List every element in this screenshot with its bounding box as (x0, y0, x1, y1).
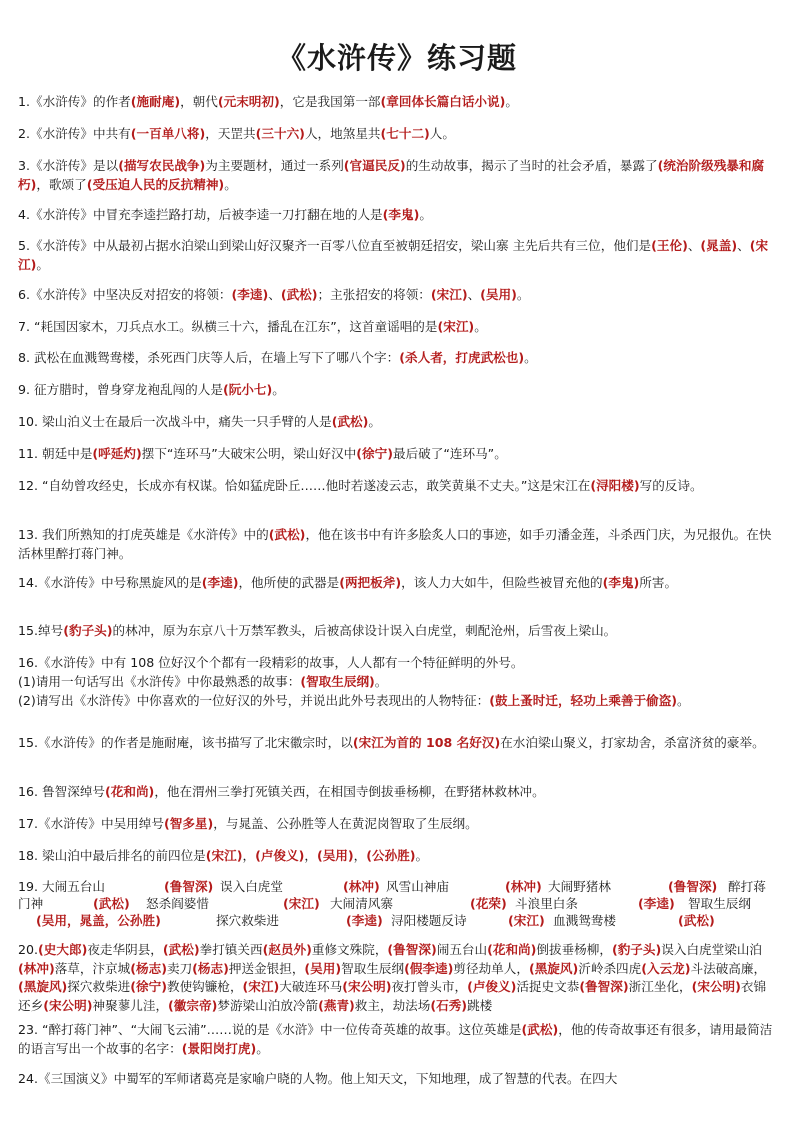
answer-text: (李鬼) (382, 207, 420, 222)
question-19-row-1 (18, 878, 778, 895)
answer-text: (宋公明) (691, 979, 741, 994)
question-text: 剪径劫单人， (453, 960, 529, 976)
question-text: 教使钩镰枪， (166, 979, 243, 994)
question-text: 20. (18, 942, 39, 957)
answer-text: (入云龙) (641, 960, 691, 976)
answer-text: (晁盖) (700, 238, 738, 253)
q19-cell: (鲁智深) (164, 879, 214, 894)
answer-text: (统治阶级残暴和腐朽) (18, 158, 765, 192)
answer-text: (受压迫人民的反抗精神) (86, 177, 225, 192)
q19-cell: (武松) (678, 913, 715, 928)
answer-text: (官逼民反) (343, 158, 406, 173)
answer-text: (吴用) (480, 287, 517, 302)
question-text: ，他的传奇故事还有很多，请用最简洁的语言写出一个故事的名字： (18, 1022, 773, 1056)
answer-text: (两把板斧) (339, 575, 402, 590)
answer-text: (史大郎) (38, 942, 88, 957)
q19-cell: 大闹清风寨 (330, 896, 393, 911)
answer-text: (宋江为首的 108 名好汉) (352, 735, 501, 750)
question-text: 。 (677, 693, 690, 708)
question-text: (2)请写出《水浒传》中你喜欢的一位好汉的外号，并说出此外号表现出的人物特征： (18, 693, 490, 708)
question-text: 救主，劫法场 (354, 997, 431, 1013)
question-text: 。 (36, 257, 49, 272)
question-text: 、 (467, 287, 481, 302)
question-text: 的生动故事，揭示了当时的社会矛盾，暴露了 (405, 158, 658, 173)
question-text: 。 (374, 674, 388, 689)
answer-text: (呼延灼) (92, 446, 142, 461)
question-text: 10. 梁山泊义士在最后一次战斗中，痛失一只手臂的人是 (18, 414, 332, 429)
q19-cell: 误入白虎堂 (220, 879, 283, 894)
question-text: 。 (505, 94, 518, 109)
question-text: 23. “醉打蒋门神”、“大闹飞云浦”……说的是《水浒》中一位传奇英雄的故事。这位英雄是 (18, 1022, 522, 1037)
q19-cell: (林冲) (343, 879, 380, 894)
answer-text: (景阳岗打虎) (181, 1041, 257, 1056)
answer-text: (三十六) (255, 126, 305, 141)
question-text: 。 (256, 1041, 269, 1056)
question-text: 倒拔垂杨柳， (536, 942, 612, 957)
q19-cell: (宋江) (283, 896, 320, 911)
question-16b (18, 782, 778, 801)
question-text: 3.《水浒传》是以 (18, 158, 119, 173)
question-text: 为主要题材，通过一系列 (205, 158, 344, 173)
answer-text: (豹子头) (611, 942, 662, 957)
answer-text: (徽宗帝) (168, 997, 218, 1013)
question-text: 7. “耗国因家木，刀兵点水工。纵横三十六，播乱在江东”，这首童谣唱的是 (18, 319, 438, 334)
answer-text: (一百单八将) (130, 126, 206, 141)
question-text: 。 (474, 319, 487, 334)
q19-cell: 大闹野猪林 (548, 879, 611, 894)
question-text: 1.《水浒传》的作者 (18, 94, 131, 109)
q19-cell: 智取生辰纲 (688, 896, 751, 911)
answer-text: (宋江) (430, 287, 468, 302)
question-2 (18, 124, 778, 143)
question-17 (18, 814, 778, 833)
question-text: ，它是我国第一部 (279, 94, 381, 109)
question-4 (18, 205, 778, 224)
question-1 (18, 92, 778, 111)
answer-text: (宋公明) (342, 979, 392, 994)
q19-cell: 浔阳楼题反诗 (391, 913, 467, 928)
q19-cell: (宋江) (508, 913, 545, 928)
question-19-row-3 (18, 912, 778, 929)
answer-text: (智多星) (163, 816, 214, 831)
answer-text: (花和尚) (487, 942, 537, 957)
answer-text: (宋江) (18, 238, 769, 272)
question-text: 人。 (429, 126, 455, 141)
question-text: 18. 梁山泊中最后排名的前四位是 (18, 848, 206, 863)
answer-text: (李鬼) (602, 575, 640, 590)
question-15 (18, 621, 778, 640)
question-text: ，该人力大如牛，但险些被冒充他的 (401, 575, 603, 590)
question-text: 摆下“连环马”大破宋公明，梁山好汉中 (141, 446, 357, 461)
answer-text: (宋江) (242, 979, 280, 994)
question-text: 闹五台山 (436, 942, 488, 957)
question-14 (18, 573, 778, 592)
q19-cell: (吴用，晁盖，公孙胜) (36, 913, 161, 928)
question-11 (18, 444, 778, 463)
question-text: 所害。 (639, 575, 678, 590)
question-text: 在水泊梁山聚义，打家劫舍，杀富济贫的豪举。 (500, 735, 765, 750)
answer-text: (章回体长篇白话小说) (380, 94, 506, 109)
question-text: ，天罡共 (205, 126, 256, 141)
q19-cell: 醉打蒋 (728, 879, 766, 894)
question-6 (18, 285, 778, 304)
question-text: 6.《水浒传》中坚决反对招安的将领： (18, 287, 232, 302)
answer-text: (武松) (521, 1022, 559, 1037)
question-8 (18, 348, 778, 367)
question-3 (18, 156, 778, 194)
question-text: ，他在该书中有许多脍炙人口的事迹，如手刃潘金莲，斗杀西门庆，为兄报仇。在快活林里醉打蒋门神。 (18, 527, 772, 561)
question-18 (18, 846, 778, 865)
question-text: ，朝代 (180, 94, 218, 109)
question-text: 4.《水浒传》中冒充李逵拦路打劫，后被李逵一刀打翻在地的人是 (18, 207, 383, 222)
question-text: 押送金银担， (228, 960, 305, 976)
answer-text: (林冲) (18, 960, 55, 976)
question-text: 13. 我们所熟知的打虎英雄是《水浒传》中的 (18, 527, 269, 542)
question-text: ，他在渭州三拳打死镇关西，在相国寺倒拔垂杨柳，在野猪林救林冲。 (154, 784, 545, 799)
question-text: 。 (524, 350, 537, 365)
q19-cell: 门神 (18, 896, 44, 911)
question-text: 15.《水浒传》的作者是施耐庵，该书描写了北宋徽宗时，以 (18, 735, 353, 750)
question-19-row-2 (18, 895, 778, 912)
question-text: 24.《三国演义》中蜀军的军师诸葛亮是家喻户晓的人物。他上知天文，下知地理，成了智慧的代表。在四大 (18, 1071, 618, 1086)
question-text: 浙江坐化， (628, 979, 692, 994)
answer-text: (武松) (162, 942, 200, 957)
q19-cell: (李逵) (638, 896, 675, 911)
question-text: 卖刀 (166, 960, 193, 976)
answer-text: (豹子头) (63, 623, 113, 638)
question-text: 拳打镇关西 (199, 942, 263, 957)
question-text: 夜走华阴县， (87, 942, 163, 957)
question-text: 。 (516, 287, 530, 302)
question-text: ，歌颂了 (36, 177, 87, 192)
question-text: ， (242, 848, 256, 863)
question-text: 12. “自幼曾攻经史，长成亦有权谋。恰如猛虎卧丘……他时若遂凌云志，敢笑黄巢不丈夫。”这是宋江在 (18, 478, 591, 493)
answer-text: (鲁智深) (387, 942, 437, 957)
question-24 (18, 1069, 778, 1088)
question-text: ， (353, 848, 367, 863)
answer-text: (徐宁) (356, 446, 393, 461)
question-text: ，与晁盖、公孙胜等人在黄泥岗智取了生辰纲。 (213, 816, 478, 831)
answer-text: (花和尚) (105, 784, 155, 799)
question-text: 跳楼 (467, 997, 493, 1013)
question-text: 。 (272, 382, 285, 397)
question-text: 斗法破高廉， (690, 960, 767, 976)
question-text: 夜打曾头市， (391, 979, 468, 994)
question-9 (18, 380, 778, 399)
answer-text: (鲁智深) (579, 979, 629, 994)
question-text: 16.《水浒传》中有 108 位好汉个个都有一段精彩的故事，人人都有一个特征鲜明的外号。 (18, 655, 524, 670)
answer-text: (宋江) (437, 319, 475, 334)
q19-cell: (花荣) (470, 896, 507, 911)
q19-cell: (林冲) (505, 879, 542, 894)
question-text: ，他所使的武器是 (238, 575, 340, 590)
answer-text: (黑旋风) (528, 960, 579, 976)
question-text: ；主张招安的将领： (317, 287, 431, 302)
question-text: 梦游梁山泊放冷箭 (217, 997, 319, 1013)
question-text: 写的反诗。 (639, 478, 703, 493)
question-text: 落草，汴京城 (54, 960, 131, 976)
question-13 (18, 525, 778, 563)
question-text: 5.《水浒传》中从最初占据水泊梁山到梁山好汉聚齐一百零八位直至被朝廷招安，梁山寨 主先后共有三位，他们是 (18, 238, 652, 253)
question-23 (18, 1020, 778, 1058)
answer-text: (公孙胜) (366, 848, 416, 863)
question-text: 探穴救柴进 (67, 979, 131, 994)
question-text: 。 (224, 177, 237, 192)
question-text: 14.《水浒传》中号称黑旋风的是 (18, 575, 202, 590)
q19-cell: (武松) (93, 896, 130, 911)
answer-text: (徐宁) (130, 979, 167, 994)
answer-text: (假李逵) (404, 960, 454, 976)
question-text: 、 (737, 238, 750, 253)
question-text: 衣锦还乡 (18, 979, 767, 1013)
answer-text: (吴用) (316, 848, 354, 863)
question-text: 大破连环马 (279, 979, 343, 994)
question-text: 神聚蓼儿洼， (92, 997, 169, 1013)
question-text: 、 (687, 238, 701, 253)
question-5 (18, 236, 778, 274)
q19-cell: 探穴救柴进 (216, 913, 279, 928)
question-text: ， (304, 848, 317, 863)
answer-text: (杨志) (192, 960, 229, 976)
question-text: 11. 朝廷中是 (18, 446, 93, 461)
answer-text: (元末明初) (217, 94, 280, 109)
question-15b (18, 733, 778, 752)
question-text: 。 (415, 848, 429, 863)
question-text: 17.《水浒传》中吴用绰号 (18, 816, 164, 831)
answer-text: (杀人者，打虎武松也) (399, 350, 525, 365)
question-text: 9. 征方腊时，曾身穿龙袍乱闯的人是 (18, 382, 223, 397)
answer-text: (施耐庵) (130, 94, 181, 109)
answer-text: (石秀) (430, 997, 468, 1013)
answer-text: (王伦) (651, 238, 688, 253)
question-text: 智取生辰纲 (341, 960, 405, 976)
q19-cell: 19. 大闹五台山 (18, 879, 106, 894)
answer-text: (浔阳楼) (590, 478, 640, 493)
answer-text: (卢俊义) (467, 979, 517, 994)
question-text: 。 (419, 207, 432, 222)
question-20 (18, 941, 778, 1015)
page-title: 《水浒传》练习题 (276, 41, 517, 75)
answer-text: (燕青) (318, 997, 355, 1013)
answer-text: (七十二) (380, 126, 430, 141)
answer-text: (武松) (280, 287, 318, 302)
answer-text: (卢俊义) (255, 848, 305, 863)
answer-text: (智取生辰纲) (300, 674, 375, 689)
q19-cell: 血溅鸳鸯楼 (553, 913, 616, 928)
question-text: 2.《水浒传》中共有 (18, 126, 131, 141)
answer-text: (宋公明) (43, 997, 93, 1013)
answer-text: (吴用) (304, 960, 342, 976)
answer-text: (李逵) (231, 287, 269, 302)
answer-text: (鼓上蚤时迁，轻功上乘善于偷盗) (489, 693, 678, 708)
question-text: 沂岭杀四虎 (578, 960, 642, 976)
answer-text: (武松) (331, 414, 369, 429)
answer-text: (宋江) (205, 848, 243, 863)
answer-text: (阮小七) (222, 382, 273, 397)
question-text: (1)请用一句话写出《水浒传》中你最熟悉的故事： (18, 674, 301, 689)
question-text: 重修文殊院， (311, 942, 388, 957)
question-text: 最后破了“连环马”。 (392, 446, 507, 461)
q19-cell: (李逵) (346, 913, 383, 928)
answer-text: (赵员外) (262, 942, 312, 957)
question-text: 活捉史文恭 (516, 979, 580, 994)
q19-cell: 怒杀阎婆惜 (146, 896, 209, 911)
question-text: 16. 鲁智深绰号 (18, 784, 106, 799)
question-text: 。 (368, 414, 381, 429)
question-text: 的林冲，原为东京八十万禁军教头，后被高俅设计误入白虎堂，刺配沧州，后雪夜上梁山。 (112, 623, 617, 638)
answer-text: (杨志) (130, 960, 167, 976)
answer-text: (描写农民战争) (118, 158, 206, 173)
question-10 (18, 412, 778, 431)
answer-text: (李逵) (201, 575, 239, 590)
question-text: 人，地煞星共 (304, 126, 381, 141)
answer-text: (武松) (268, 527, 306, 542)
question-12 (18, 476, 778, 495)
question-text: 15.绰号 (18, 623, 64, 638)
question-16 (18, 653, 778, 710)
question-text: 、 (268, 287, 281, 302)
question-7 (18, 317, 778, 336)
q19-cell: 风雪山神庙 (386, 879, 449, 894)
question-text: 8. 武松在血溅鸳鸯楼，杀死西门庆等人后，在墙上写下了哪八个字： (18, 350, 400, 365)
q19-cell: (鲁智深) (668, 879, 718, 894)
question-text: 误入白虎堂梁山泊 (661, 942, 762, 957)
q19-cell: 斗浪里白条 (515, 896, 578, 911)
answer-text: (黑旋风) (18, 979, 68, 994)
